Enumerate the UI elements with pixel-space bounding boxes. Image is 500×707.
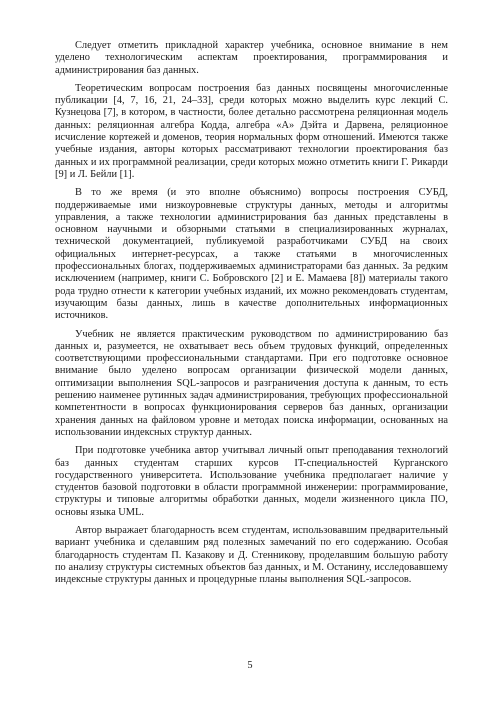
paragraph-1: Следует отметить прикладной характер учебника, основное внимание в нем уделено технологическим аспектам проектирования, программирования и администрирования баз данных.: [55, 40, 448, 76]
paragraph-6: Автор выражает благодарность всем студентам, использовавшим предварительный вариант учебника и сделавшим ряд полезных замечаний по его содержанию. Особая благодарность студентам П. Казакову и Д. Стенникову, проделавшим большую работу по анализу структуры системных объектов баз данных, и М. Останину, исследовавшему индексные структуры данных и процедурные планы выполнения SQL-запросов.: [55, 524, 448, 586]
paragraph-5: При подготовке учебника автор учитывал личный опыт преподавания технологий баз данных студентам старших курсов IT-специальностей Курганского государственного университета. Использование учебника предполагает наличие у студентов базовой подготовки в области программной инженерии: программирование, структуры и типовые алгоритмы обработки данных, модели жизненного цикла ПО, основы языка UML.: [55, 445, 448, 518]
paragraph-2: Теоретическим вопросам построения баз данных посвящены многочисленные публикации [4, 7, 16, 21, 24–33], среди которых можно выделить курс лекций С. Кузнецова [7], в котором, в частности, более детально рассмотрена реляционная модель данных: реляционная алгебра Кодда, алгебра «A» Дэйта и Дарвена, реляционное исчисление кортежей и доменов, теория нормальных форм отношений. Имеются также учебные издания, авторы которых рассматривают технологии проектирования баз данных и их программной реализации, среди которых можно отметить книги Г. Рикарди [9] и Л. Бейли [1].: [55, 82, 448, 180]
paragraph-4: Учебник не является практическим руководством по администрированию баз данных и, разумеется, не охватывает весь объем трудовых функций, определенных соответствующими профессиональными стандартами. При его подготовке основное внимание было уделено вопросам организации физической модели данных, оптимизации выполнения SQL-запросов и разграничения доступа к данным, то есть решению наименее рутинных задач администрирования, требующих профессиональной компетентности в вопросах функционирования серверов баз данных, организации хранения данных на файловом уровне и методах поиска информации, основанных на использовании индексных структур данных.: [55, 328, 448, 438]
paragraph-3: В то же время (и это вполне объяснимо) вопросы построения СУБД, поддерживаемые ими низкоуровневые структуры данных, методы и алгоритмы управления, а также технологии администрирования баз данных представлены в основном научными и обзорными статьями в специализированных журналах, технической документацией, публикуемой разработчиками СУБД на своих официальных интернет-ресурсах, а также статьями в многочисленных профессиональных блогах, поддерживаемых администраторами баз данных. За редким исключением (например, книги С. Бобровского [2] и Е. Мамаева [8]) материалы такого рода трудно отнести к категории учебных изданий, их можно рекомендовать студентам, изучающим базы данных, лишь в качестве дополнительных информационных источников.: [55, 187, 448, 322]
page-number: 5: [247, 660, 253, 671]
